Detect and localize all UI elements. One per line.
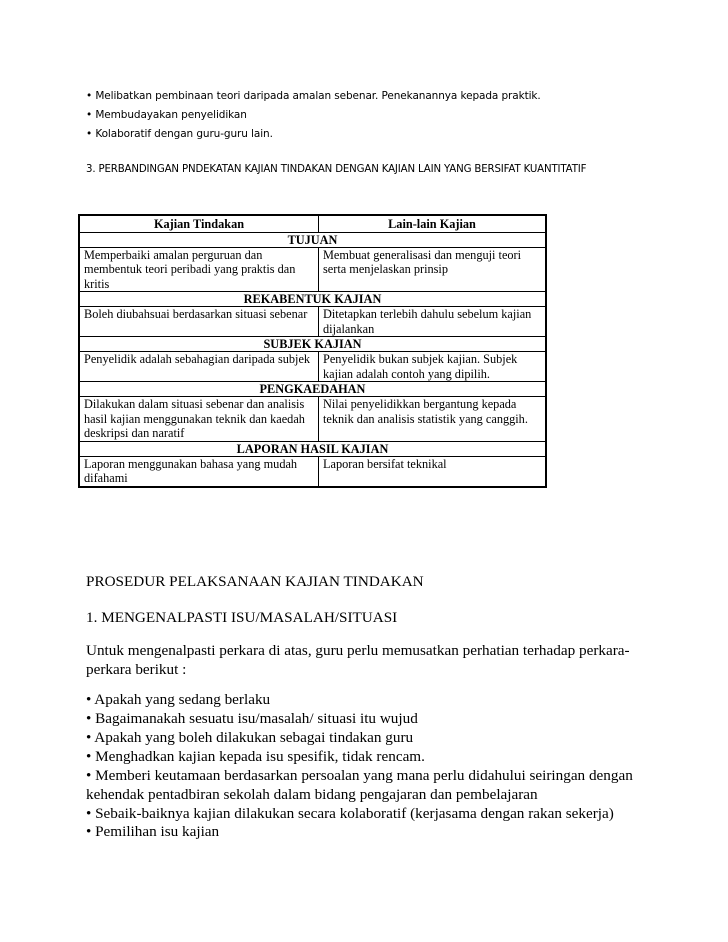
comparison-heading: 3. PERBANDINGAN PNDEKATAN KAJIAN TINDAKAN DENGAN KAJIAN LAIN YANG BERSIFAT KUANTITATIF: [86, 164, 587, 175]
column-header-action-research: Kajian Tindakan: [79, 215, 319, 232]
section-row: [79, 441, 546, 456]
comparison-table: [78, 214, 547, 488]
table-cell: Dilakukan dalam situasi sebenar dan analisis hasil kajian menggunakan teknik dan kaedah deskripsi dan naratif: [79, 397, 319, 442]
section-title-laporan: LAPORAN HASIL KAJIAN: [79, 441, 546, 456]
table-row: [79, 352, 546, 382]
list-item: • Bagaimanakah sesuatu isu/masalah/ situasi itu wujud: [86, 710, 418, 727]
table-row: [79, 456, 546, 487]
column-header-other-research: Lain-lain Kajian: [319, 215, 547, 232]
table-cell: Membuat generalisasi dan menguji teori serta menjelaskan prinsip: [319, 247, 547, 292]
table-row: [79, 397, 546, 442]
section-title-pengkaedahan: PENGKAEDAHAN: [79, 382, 546, 397]
list-item: • Melibatkan pembinaan teori daripada amalan sebenar. Penekanannya kepada praktik.: [86, 90, 541, 102]
section-row: [79, 382, 546, 397]
list-item: • Sebaik-baiknya kajian dilakukan secara kolaboratif (kerjasama dengan rakan sekerja): [86, 805, 614, 822]
table-cell: Nilai penyelidikkan bergantung kepada teknik dan analisis statistik yang canggih.: [319, 397, 547, 442]
section-title-rekabentuk: REKABENTUK KAJIAN: [79, 292, 546, 307]
table-cell: Laporan menggunakan bahasa yang mudah difahami: [79, 456, 319, 487]
table-row: [79, 247, 546, 292]
procedure-title: PROSEDUR PELAKSANAAN KAJIAN TINDAKAN: [86, 573, 424, 590]
section-row: [79, 337, 546, 352]
intro-paragraph: Untuk mengenalpasti perkara di atas, guru perlu memusatkan perhatian terhadap perkara-perkara berikut :: [86, 642, 630, 678]
list-item: • Memberi keutamaan berdasarkan persoalan yang mana perlu didahului seiringan dengan kehendak pentadbiran sekolah dalam bidang pengajaran dan pembelajaran: [86, 767, 633, 803]
table-row: [79, 307, 546, 337]
table-cell: Ditetapkan terlebih dahulu sebelum kajian dijalankan: [319, 307, 547, 337]
section-row: [79, 292, 546, 307]
top-bullet-list: [86, 87, 541, 144]
table-cell: Boleh diubahsuai berdasarkan situasi sebenar: [79, 307, 319, 337]
list-item: • Pemilihan isu kajian: [86, 823, 220, 840]
section-row: [79, 232, 546, 247]
list-item: • Menghadkan kajian kepada isu spesifik, tidak rencam.: [86, 748, 425, 765]
table-cell: Memperbaiki amalan perguruan dan membentuk teori peribadi yang praktis dan kritis: [79, 247, 319, 292]
step-title: 1. MENGENALPASTI ISU/MASALAH/SITUASI: [86, 609, 398, 626]
list-item: • Membudayakan penyelidikan: [86, 109, 247, 121]
section-title-subjek: SUBJEK KAJIAN: [79, 337, 546, 352]
table-cell: Laporan bersifat teknikal: [319, 456, 547, 487]
list-item: • Apakah yang boleh dilakukan sebagai tindakan guru: [86, 729, 414, 746]
list-item: • Kolaboratif dengan guru-guru lain.: [86, 128, 273, 140]
table-header-row: [79, 215, 546, 232]
section-title-tujuan: TUJUAN: [79, 232, 546, 247]
bullet-list: [86, 690, 661, 823]
table-cell: Penyelidik adalah sebahagian daripada subjek: [79, 352, 319, 382]
list-item: • Apakah yang sedang berlaku: [86, 691, 271, 708]
table-cell: Penyelidik bukan subjek kajian. Subjek kajian adalah contoh yang dipilih.: [319, 352, 547, 382]
